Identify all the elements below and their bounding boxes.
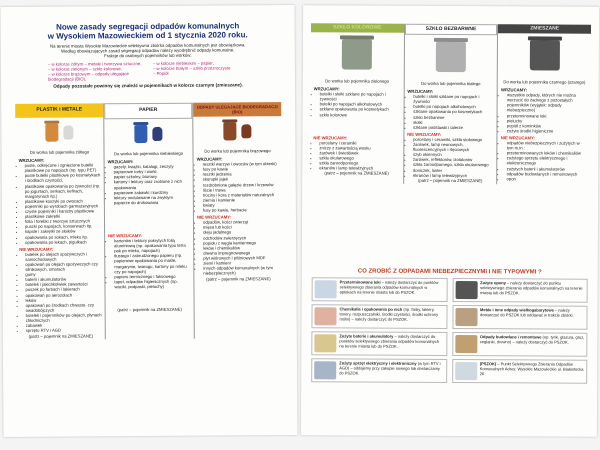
right-page bbox=[301, 5, 599, 437]
list-item: • puszki po napojach, konserwach itp. bbox=[25, 224, 101, 230]
brown-bin-icon bbox=[223, 122, 236, 140]
list-item: • ziemi i kamieni bbox=[203, 260, 279, 266]
list-item: • tektury ondulowane na zwykłym papierze do drukowania bbox=[114, 194, 190, 205]
list-item: • szkło bezbarwne bbox=[413, 114, 494, 120]
list-item: • papierowe zabawki i kordziny bbox=[114, 189, 190, 195]
list-item: • opakowań po olejach spożywczych czy silnikowych, smarach bbox=[25, 261, 101, 272]
list-item: • butelek i jakichkolwiek zawartości bbox=[25, 282, 101, 288]
throw-list bbox=[407, 94, 494, 130]
column-header: SZKŁO BEZBARWNE bbox=[405, 24, 498, 35]
list-item: • fusy po kawie bbox=[203, 166, 279, 172]
list-item: • folia i torebki z tworzyw sztucznych bbox=[25, 219, 101, 225]
list-item: • opakowania po lekach, pigułkach bbox=[25, 239, 101, 245]
list-item: • ekranów i lamp telewizyjnych bbox=[413, 172, 494, 178]
battery-icon bbox=[314, 334, 336, 352]
list-item: • tłustego i zabrudzonego papieru (np. papierowe opakowania po maśle, margarynie, twarogu, kartony po mleku czy po napojach) bbox=[114, 253, 190, 274]
list-item: • fusy po kawie, herbacie bbox=[203, 207, 279, 213]
list-item: • szkło kolorowe bbox=[320, 112, 401, 118]
list-item: • papierowe torby i worki bbox=[114, 169, 190, 175]
list-item: • odchodów zwierzęcych bbox=[203, 235, 279, 241]
list-item: • sprzętu RTV i AGD bbox=[26, 328, 102, 334]
list-item: • szkła okularowego bbox=[319, 155, 400, 161]
bin-illustration bbox=[104, 119, 192, 150]
list-item: • szklane podstawki i talerze bbox=[413, 125, 494, 131]
column-bio: ODPADY ULEGAJĄCE BIODEGRADACJI (BIO) Do worka lub pojemnika brązowego WRZUCAMY: • resztki warzyw i owoców (w tym obierki) • fusy po kawie • resztki jedzenia • skorupki jajek • rozdrobnione gałęzie drzew i krzewów • liście i trawa • trociny i kora z materiałów naturalnych • ziemia i kamienie • kwiaty • fusy po kawie, herbacie NIE WRZUCAMY: • odpadów, kości zwierząt • mięsa lub kości • oleju jadalnego • odchodów zwierzęcych • popiołu z węgla kamiennego • leków i chemikaliów • drewna impregnowanego • płyt wiórowych i pilśniowych MDF • ziemi i kamieni • innych odpadów komunalnych (w tym niebezpiecznych) (patrz – pojemnik na ZMIESZANE) bbox=[193, 102, 283, 339]
throw-list bbox=[19, 163, 102, 245]
list-item: • butelki po napojach alkoholowych bbox=[320, 102, 401, 108]
list-item: • papier szkolny, biurowy bbox=[114, 174, 190, 180]
list-item: • puszek po farbach i lakierach bbox=[25, 287, 101, 293]
list-item: • żarówek, lamp neonowych, fluorescencyjnych i rtęciowych bbox=[413, 142, 494, 153]
waste-columns bbox=[310, 23, 591, 184]
hazardous-waste-title: CO ZROBIĆ Z ODPADAMI NIEBEZPIECZNYMI I NIE TYPOWYMI ? bbox=[357, 268, 542, 276]
list-item: • baterii i akumulatorów bbox=[25, 277, 101, 283]
column-header: SZKŁO KOLOROWE bbox=[311, 23, 404, 32]
column-colored-glass: SZKŁO KOLOROWE Do worka lub pojemnika zielonego WRZUCAMY: • butelki i słoiki szklane po napojach i żywności • butelki po napojach alkoholowych • szklane opakowania po kosmetykach • szkło kolorowe NIE WRZUCAMY: • porcelany i ceramiki • zniczy z zawartością wosku • żarówek i świetlówek • szkła okularowego • szkła żaroodpornego • ekranów i lamp telewizyjnych (patrz – pojemnik na ZMIESZANE) bbox=[310, 23, 405, 183]
medicine-icon bbox=[315, 280, 337, 298]
hazard-item: Zużyte baterie i akumulatory – należy dostarczyć do punktów selektywnego zbierania odpadów komunalnych na terenie miasta lub do PSZOK. bbox=[311, 331, 447, 356]
intro-text: Na terenie miasta Wysokie Mazowieckie selektywna zbiórka odpadów komunalnych jest obowiązkowa. Według obowiązujących zasad segregacji odpadów należy wyodrębnić odpady komunalne. Frakcje do osobnych pojemników lub worków: bbox=[49, 42, 246, 59]
list-item: • popiół z kominków bbox=[507, 123, 588, 129]
list-item: • kwiaty bbox=[203, 202, 279, 208]
mapping-row: – w kolorze brązowym – odpady ulegające biodegradacji (BIO), – Popiół bbox=[47, 70, 169, 82]
no-throw-list bbox=[19, 251, 102, 333]
list-item: • płyt wiórowych i pilśniowych MDF bbox=[203, 255, 279, 261]
hazard-item: Zużyty sprzęt elektryczny i elektroniczny (w tym RTV i AGD) – oddajemy przy zakupie nowego lub dostarczamy do PSZOK. bbox=[311, 358, 447, 383]
throw-list bbox=[314, 91, 401, 117]
list-item: • zużytego sprzętu elektrycznego i elektronicznego bbox=[507, 156, 588, 167]
list-item: • pieluchy bbox=[507, 118, 588, 124]
blue-bin-icon bbox=[134, 125, 147, 143]
list-item: • szklane opakowania po kosmetykach bbox=[320, 107, 401, 113]
no-throw-list bbox=[407, 137, 494, 178]
chemicals-icon bbox=[314, 307, 336, 325]
list-item: • opon bbox=[507, 176, 588, 182]
construction-waste-icon bbox=[455, 335, 477, 353]
document-title: Nowe zasady segregacji odpadów komunalnych w Wysokiem Mazowieckiem od 1 stycznia 2020 roku. bbox=[47, 21, 248, 41]
list-item: • kartonów i tektury pokrytych folią aluminiową (np. opakowania typu tetra pak po mleku, napojach) bbox=[114, 238, 190, 254]
throw-list bbox=[108, 164, 190, 205]
list-item: • zniczy z zawartością wosku bbox=[319, 145, 400, 151]
list-item: • kartony i tektury oraz zrobione z nich opakowania bbox=[114, 179, 190, 190]
hazard-item: (PSZOK) – Punkt Selektywnego Zbierania Odpadów Komunalnych Adres: Wysokie Mazowieckie ul. Białostocka 26 bbox=[452, 359, 588, 384]
throw-list bbox=[197, 161, 279, 213]
list-item: • opakowań po aerozolach bbox=[25, 292, 101, 298]
list-item: • papieru termicznego i faksowego bbox=[114, 273, 190, 279]
list-item: • innych odpadów komunalnych (w tym niebezpiecznych) bbox=[203, 265, 279, 276]
mapping-row: – w kolorze żółtym – metale i tworzywa sztuczne, – w kolorze niebieskim – papier, bbox=[47, 60, 214, 67]
list-item: • pojemniki po wyrobach garmażeryjnych bbox=[25, 203, 101, 209]
list-item: • zabawek bbox=[26, 322, 102, 328]
list-item: • wszystkie odpady, których nie można wyrzucić do żadnego z pozostałych pojemników (wyjątek: odpady niebezpieczne) bbox=[507, 92, 588, 113]
bin-illustration bbox=[15, 117, 103, 148]
throw-list bbox=[501, 92, 588, 133]
list-item: • butelek po olejach spożywczych i samochodowych bbox=[25, 251, 101, 262]
list-item: • opakowań po środkach chwasto- czy owadobójczych bbox=[26, 302, 102, 313]
list-item: • zużytych baterii i akumulatorów bbox=[507, 166, 588, 172]
list-item: • słoiki bbox=[413, 119, 494, 125]
column-header: ODPADY ULEGAJĄCE BIODEGRADACJI (BIO) bbox=[193, 102, 281, 117]
list-item: • szklane opakowania po kosmetykach bbox=[413, 109, 494, 115]
list-item: • szkła żaroodpornego, szkła okularowego bbox=[413, 162, 494, 168]
list-item: • żarówek, reflektorów, izolatorów bbox=[413, 157, 494, 163]
list-item: • szyb okiennych bbox=[413, 152, 494, 158]
green-bin-icon bbox=[342, 39, 372, 69]
list-item: • szkła żaroodpornego bbox=[319, 160, 400, 166]
waste-bag-icon bbox=[241, 124, 251, 138]
list-item: • przeterminowanych leków i chemikaliów bbox=[507, 151, 588, 157]
list-item: • kapsle i zakrętki ze słoików bbox=[25, 229, 101, 235]
list-item: • popiołu z węgla kamiennego bbox=[203, 240, 279, 246]
list-item: • ziemia i kamienie bbox=[203, 197, 279, 203]
black-bin-icon bbox=[529, 40, 559, 70]
bin-illustration bbox=[193, 116, 281, 147]
hazard-item: Zużyte opony – należy dostarczyć do punktu selektywnego zbierania odpadów komunalnych na terenie miasta lub do PSZOK. bbox=[452, 278, 588, 303]
mapping-row: – w kolorze zielonym – szkło kolorowe, – w kolorze białym – szkło przezroczyste bbox=[47, 65, 231, 72]
list-item: • tapet, odpadów higienicznych (np. waciki, podpaski, pieluchy) bbox=[114, 278, 190, 289]
left-page bbox=[1, 5, 298, 437]
hazard-item: Meble i inne odpady wielkogabarytowe – należy dostarczyć do PSZOK lub oddawać w trakcie zbiórki. bbox=[452, 305, 588, 330]
list-item: • oleju jadalnego bbox=[203, 229, 279, 235]
list-item: • plastikowe opakowania po żywności (np. po jogurtach, serkach, kefirach, margarynach itp.) bbox=[25, 183, 101, 199]
no-throw-list bbox=[501, 140, 588, 181]
list-item: • drewna impregnowanego bbox=[203, 250, 279, 256]
no-throw-list bbox=[313, 140, 400, 171]
column-mixed: ZMIESZANE Do worka lub pojemnika czarnego (szarego) WRZUCAMY: • wszystkie odpady, których nie można wyrzucić do żadnego z pozostałych pojemników (wyjątek: odpady niebezpieczne) • przeterminowane leki • pieluchy • popiół z kominków • zużyte środki higieniczne NIE WRZUCAMY: • odpadów niebezpiecznych i zużytych w tym m.in.: • przeterminowanych leków i chemikaliów • zużytego sprzętu elektrycznego i elektronicznego • zużytych baterii i akumulatorów • odpadów budowlanych i remontowych • opon bbox=[498, 24, 592, 184]
list-item: • przeterminowane leki bbox=[507, 113, 588, 119]
list-item: • butelki po napojach alkoholowych bbox=[413, 104, 494, 110]
no-throw-list bbox=[197, 219, 279, 276]
list-item: • żarówek i świetlówek bbox=[319, 150, 400, 156]
column-header: ZMIESZANE bbox=[498, 24, 591, 33]
column-clear-glass: SZKŁO BEZBARWNE Do worka lub pojemnika białego WRZUCAMY: • butelki i słoiki szklane po napojach i żywności • butelki po napojach alkoholowych • szklane opakowania po kosmetykach • szkło bezbarwne • słoiki • szklane podstawki i talerze NIE WRZUCAMY: • porcelany i ceramiki, szkła stołowego • żarówek, lamp neonowych, fluorescencyjnych i rtęciowych • szyb okiennych • żarówek, reflektorów, izolatorów • szkła żaroodpornego, szkła okularowego • doniczek, luster • ekranów i lamp telewizyjnych (patrz – pojemnik na ZMIESZANE) bbox=[404, 24, 499, 184]
list-item: • leków i chemikaliów bbox=[203, 245, 279, 251]
list-item: • ekranów i lamp telewizyjnych bbox=[319, 166, 400, 172]
electronics-icon bbox=[314, 361, 336, 379]
list-item: • doniczek, luster bbox=[413, 167, 494, 173]
list-item: • butelki i słoiki szklane po napojach i żywności bbox=[413, 94, 494, 105]
list-item: • resztki jedzenia bbox=[203, 171, 279, 177]
list-item: • zużyte środki higieniczne bbox=[507, 128, 588, 134]
furniture-icon bbox=[455, 308, 477, 326]
list-item: • liście i trawa bbox=[203, 187, 279, 193]
list-item: • porcelany i ceramiki bbox=[319, 140, 400, 146]
list-item: • plastikowe koszyki po owocach bbox=[25, 198, 101, 204]
white-bin-icon bbox=[436, 42, 466, 72]
obligation-note: Odpady pozostałe powinny się znaleźć w pojemnikach w kolorze czarnym (zmieszane). bbox=[53, 82, 243, 90]
list-item: • resztki warzyw i owoców (w tym obierki) bbox=[203, 161, 279, 167]
list-item: • trociny i kora z materiałów naturalnych bbox=[203, 192, 279, 198]
list-item: • puste butelki plastikowe po kosmetykach i środkach czystości, bbox=[25, 173, 101, 184]
hazard-item: Chemikalia i opakowania po nich (np. farby, lakiery, tonery, rozpuszczalniki, środki czystości, środki ochrony roślin) – należy dostarczyć do PSZOK. bbox=[311, 304, 447, 329]
list-item: • porcelany i ceramiki, szkła stołowego bbox=[413, 137, 494, 143]
list-item: • gumy bbox=[25, 271, 101, 277]
hazard-item: Przeterminowane leki – należy dostarczyć do punktów selektywnego zbierania odpadów komunalnych w aptekach na terenie miasta lub do PSZOK. bbox=[312, 277, 448, 302]
list-item: • butelki i słoiki szklane po napojach i żywności bbox=[320, 92, 401, 103]
list-item: • butelek i pojemników po olejach, płynach chłodniczych bbox=[26, 312, 102, 323]
pszok-icon bbox=[455, 362, 477, 380]
list-item: • leków bbox=[26, 297, 102, 303]
no-throw-list bbox=[108, 238, 190, 290]
column-paper: PAPIER Do worka lub pojemnika niebieskiego WRZUCAMY: • gazety, książki, katalogi, zeszyty • papierowe torby i worki • papier szkolny, biurowy • kartony i tektury oraz zrobione z nich opakowania • papierowe zabawki i kordziny • tektury ondulowane na zwykłym papierze do drukowania NIE WRZUCAMY: • kartonów i tektury pokrytych folią aluminiową (np. opakowania typu tetra pak po mleku, napojach) • tłustego i zabrudzonego papieru (np. papierowe opakowania po maśle, margarynie, twarogu, kartony po mleku czy po napojach) • papieru termicznego i faksowego • tapet, odpadów higienicznych (np. waciki, podpaski, pieluchy) (patrz – pojemnik na ZMIESZANE) bbox=[104, 103, 195, 340]
list-item: • odpadów niebezpiecznych i zużytych w tym m.in.: bbox=[507, 140, 588, 151]
list-item: • opakowania po sokach, mleku itp. bbox=[25, 234, 101, 240]
column-header: PAPIER bbox=[104, 103, 192, 120]
list-item: • rozdrobnione gałęzie drzew i krzewów bbox=[203, 182, 279, 188]
waste-columns bbox=[15, 102, 283, 340]
list-item: • gazety, książki, katalogi, zeszyty bbox=[114, 164, 190, 170]
hazard-item: Odpady budowlane i remontowe (np. tynk, glazura, gruz, ceglanki, drewno) – należy dostarczyć do PSZOK. bbox=[452, 332, 588, 357]
list-item: • skorupki jajek bbox=[203, 177, 279, 183]
list-item: • odpadów, kości zwierząt bbox=[203, 219, 279, 225]
list-item: • plastikowe zakrętki bbox=[25, 213, 101, 219]
column-plastic-metal: PLASTIK i METALE Do worka lub pojemnika żółtego WRZUCAMY: • puste, odkręcone i zgniecione butelki plastikowe po napojach (np. typu PET) • puste butelki plastikowe po kosmetykach i środkach czystości, • plastikowe opakowania po żywności (np. po jogurtach, serkach, kefirach, margarynach itp.) • plastikowe koszyki po owocach • pojemniki po wyrobach garmażeryjnych • czyste pojemniki i kanistry plastikowe • plastikowe zakrętki • folia i torebki z tworzyw sztucznych • puszki po napojach, konserwach itp. • kapsle i zakrętki ze słoików • opakowania po sokach, mleku itp. • opakowania po lekach, pigułkach NIE WRZUCAMY: • butelek po olejach spożywczych i samochodowych • opakowań po olejach spożywczych czy silnikowych, smarach • gumy • baterii i akumulatorów • butelek i jakichkolwiek zawartości • puszek po farbach i lakierach • opakowań po aerozolach • leków • opakowań po środkach chwasto- czy owadobójczych • butelek i pojemników po olejach, płynach chłodniczych • zabawek • sprzętu RTV i AGD (patrz – pojemnik na ZMIESZANE) bbox=[15, 103, 106, 340]
column-header: PLASTIK i METALE bbox=[15, 103, 103, 118]
list-item: • odpadów budowlanych i remontowych bbox=[507, 171, 588, 177]
waste-bag-icon bbox=[152, 127, 162, 141]
list-item: • czyste pojemniki i kanistry plastikowe bbox=[25, 208, 101, 214]
list-item: • puste, odkręcone i zgniecione butelki plastikowe po napojach (np. typu PET) bbox=[25, 163, 101, 174]
tire-icon bbox=[455, 281, 477, 299]
yellow-bin-icon bbox=[45, 124, 58, 142]
color-mapping-list bbox=[48, 60, 248, 82]
list-item: • mięsa lub kości bbox=[203, 224, 279, 230]
waste-bag-icon bbox=[63, 126, 73, 140]
hazardous-waste-grid bbox=[311, 277, 588, 386]
